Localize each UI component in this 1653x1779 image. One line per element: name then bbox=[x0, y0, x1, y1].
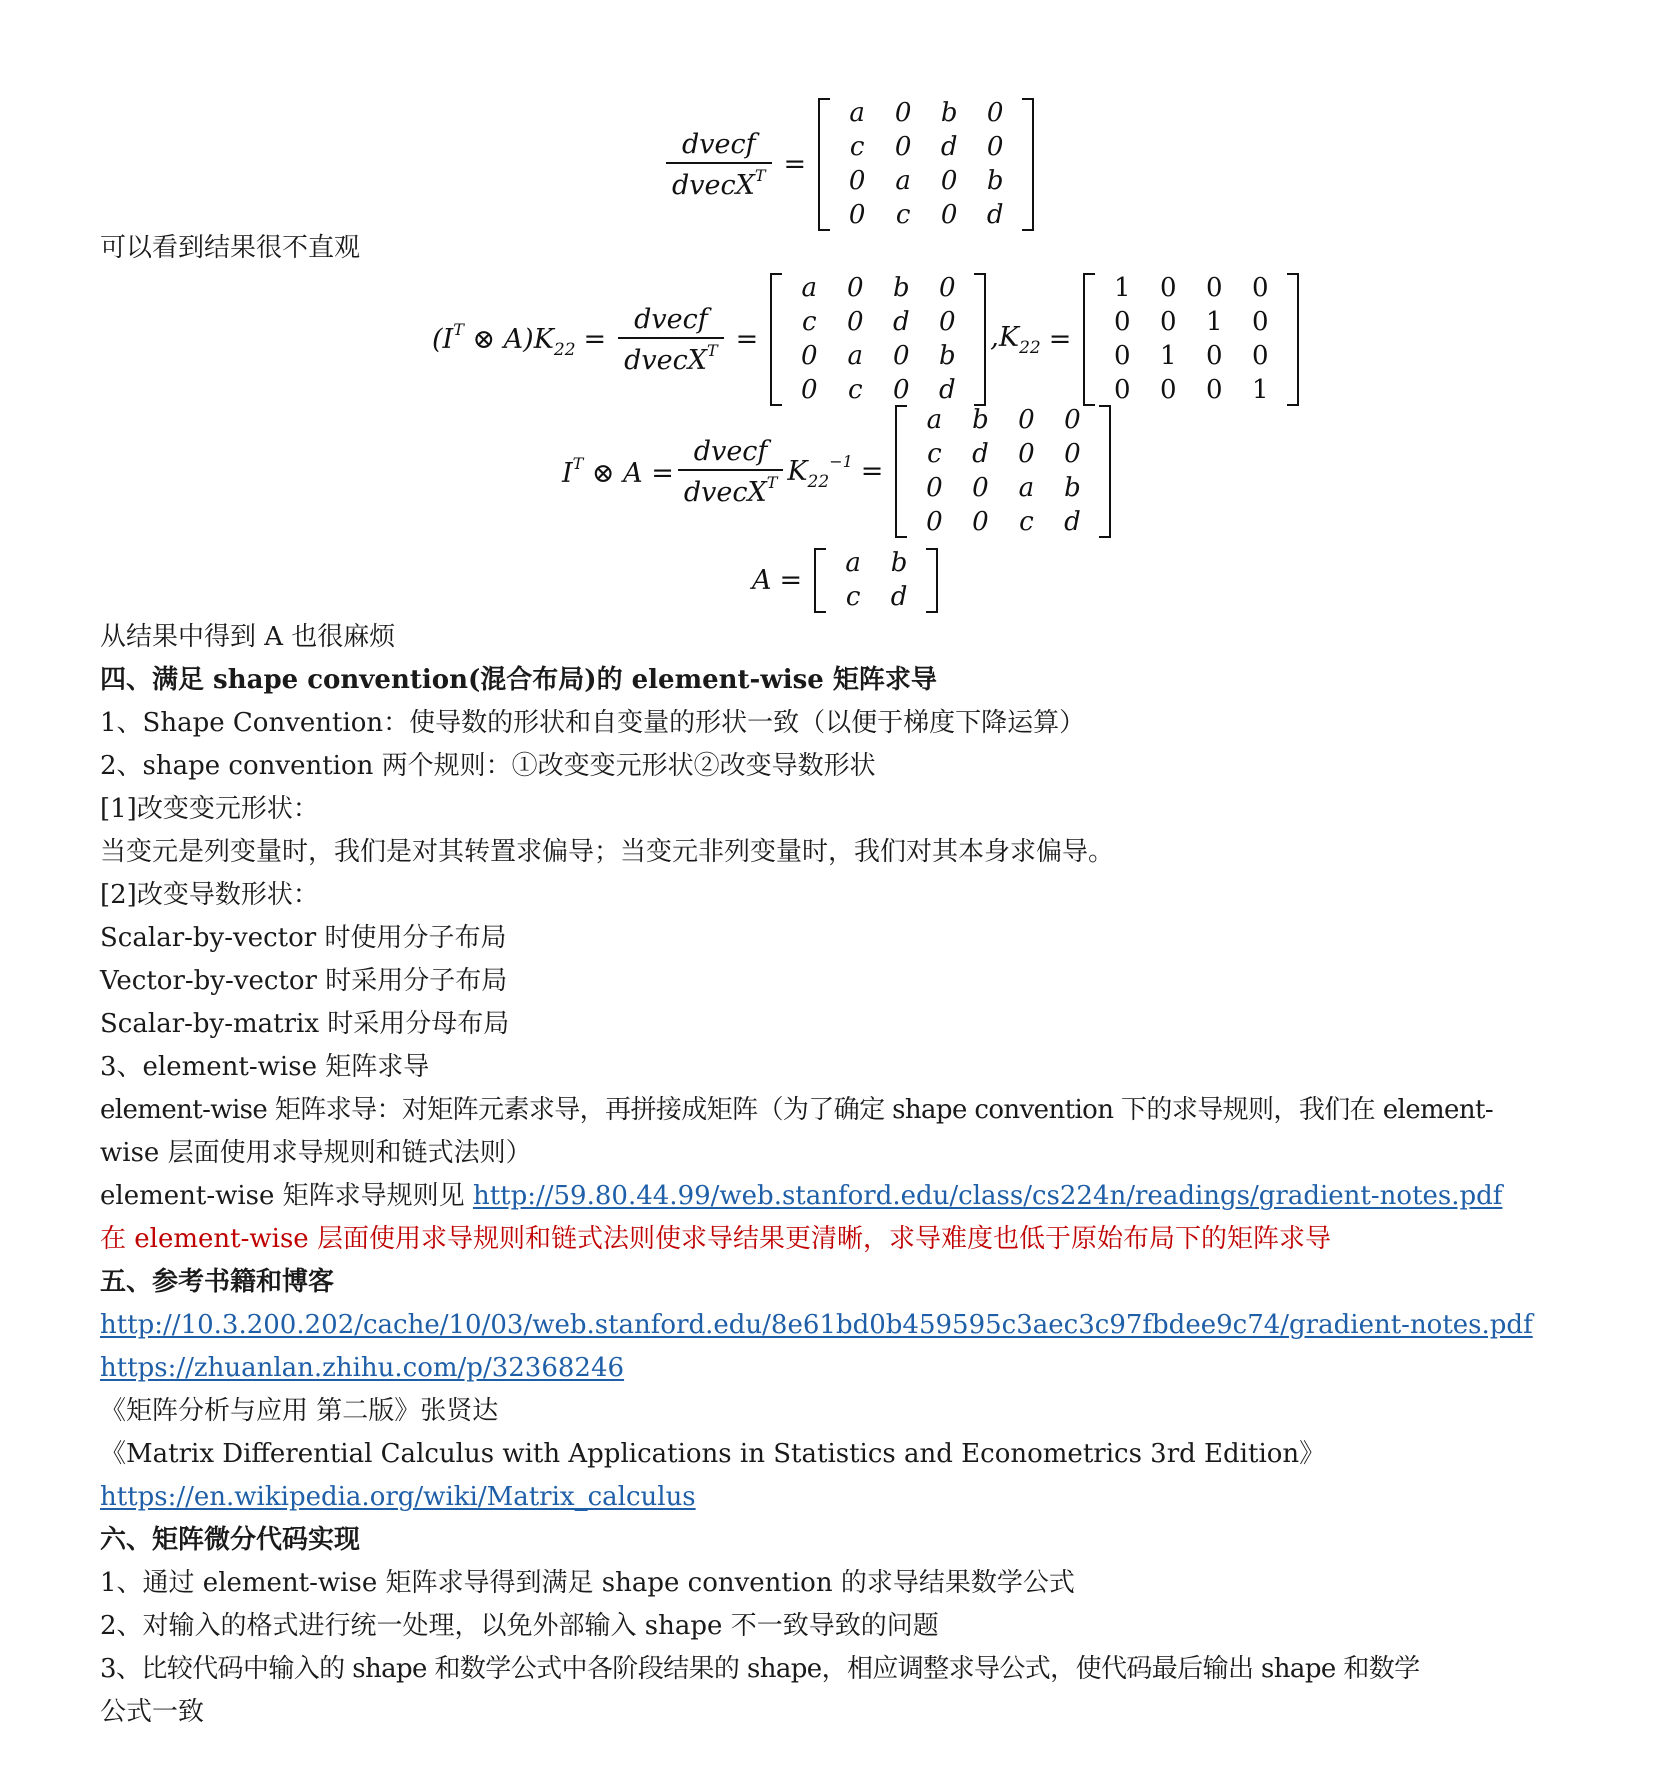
matrix-cell: b bbox=[972, 405, 989, 435]
matrix-cell: 0 bbox=[939, 307, 956, 337]
book-reference: 《Matrix Differential Calculus with Applications in Statistics and Econometrics 3rd Edition》 bbox=[100, 1439, 1326, 1469]
right-bracket bbox=[1287, 273, 1299, 406]
fraction bbox=[618, 304, 724, 376]
matrix-cell: a bbox=[801, 273, 818, 303]
matrix-cell: 0 bbox=[1252, 273, 1269, 303]
matrix-cell: d bbox=[1064, 507, 1081, 537]
matrix-cell: 1 bbox=[1206, 307, 1223, 337]
inverse-sup: −1 bbox=[829, 451, 853, 471]
equation-2 bbox=[432, 273, 1303, 406]
text-line: Scalar-by-matrix 时采用分母布局 bbox=[100, 1009, 510, 1039]
equals-sign: = bbox=[779, 565, 803, 596]
book-reference: 《矩阵分析与应用 第二版》张贤达 bbox=[100, 1396, 499, 1426]
matrix-cell: 0 bbox=[1114, 375, 1131, 405]
matrix-cell: b bbox=[940, 98, 958, 128]
matrix-cell: 0 bbox=[1114, 307, 1131, 337]
matrix-2x2 bbox=[814, 548, 938, 613]
zhihu-link[interactable]: https://zhuanlan.zhihu.com/p/32368246 bbox=[100, 1353, 625, 1383]
matrix-cell: 0 bbox=[1206, 375, 1223, 405]
matrix-cell: 0 bbox=[986, 132, 1004, 162]
text-line: 2、shape convention 两个规则：①改变变元形状②改变导数形状 bbox=[100, 751, 876, 781]
matrix-cell: b bbox=[986, 166, 1004, 196]
matrix-cell: 0 bbox=[847, 273, 864, 303]
lhs-text: (I bbox=[432, 323, 454, 355]
matrix-cell: 0 bbox=[801, 341, 818, 371]
equals-sign: = bbox=[783, 149, 807, 180]
matrix-cell: b bbox=[890, 548, 908, 578]
text-line: [2]改变导数形状： bbox=[100, 880, 319, 910]
matrix-cell: 0 bbox=[894, 132, 912, 162]
denominator bbox=[666, 162, 772, 201]
matrix-cell: a bbox=[1018, 473, 1035, 503]
matrix-cell: 0 bbox=[801, 375, 818, 405]
matrix-cell: d bbox=[892, 307, 910, 337]
matrix-cell: 0 bbox=[1252, 341, 1269, 371]
transpose-sup: T bbox=[754, 165, 766, 185]
right-bracket bbox=[926, 548, 938, 613]
matrix-cell: 0 bbox=[972, 507, 989, 537]
transpose-sup: T bbox=[572, 454, 584, 473]
subscript: 22 bbox=[1019, 337, 1041, 358]
equals-sign: = bbox=[1048, 324, 1072, 355]
left-bracket bbox=[818, 98, 830, 231]
den-text: dvecX bbox=[672, 169, 755, 201]
lhs-text: I bbox=[562, 458, 573, 489]
left-bracket bbox=[895, 405, 907, 538]
matrix-cell: d bbox=[972, 439, 989, 469]
text-line: wise 层面使用求导规则和链式法则） bbox=[100, 1138, 532, 1168]
equation-3 bbox=[562, 405, 1115, 538]
permutation-matrix bbox=[1083, 273, 1299, 406]
equation-4 bbox=[752, 548, 942, 613]
eq2-lhs bbox=[432, 320, 576, 360]
text-line: 2、对输入的格式进行统一处理，以免外部输入 shape 不一致导致的问题 bbox=[100, 1611, 939, 1641]
matrix-cell: a bbox=[847, 341, 864, 371]
matrix-cell: c bbox=[849, 132, 865, 162]
numerator: dvecf bbox=[634, 303, 708, 335]
matrix-cell: c bbox=[802, 307, 817, 337]
text-line: [1]改变变元形状： bbox=[100, 794, 319, 824]
matrix-cell: b bbox=[1064, 473, 1081, 503]
matrix-cell: d bbox=[986, 200, 1004, 230]
text-line: 3、element-wise 矩阵求导 bbox=[100, 1052, 430, 1082]
matrix-cell: b bbox=[892, 273, 910, 303]
equals-sign: = bbox=[860, 456, 884, 487]
text-line: 3、比较代码中输入的 shape 和数学公式中各阶段结果的 shape，相应调整求导公式，使代码最后输出 shape 和数学 bbox=[100, 1654, 1420, 1684]
matrix-cell: 1 bbox=[1114, 273, 1131, 303]
matrix-cell: 1 bbox=[1252, 375, 1269, 405]
matrix-4x4 bbox=[770, 273, 986, 406]
link-prefix: element-wise 矩阵求导规则见 bbox=[100, 1181, 473, 1211]
link-line bbox=[100, 1352, 624, 1384]
eq3-lhs bbox=[562, 454, 674, 489]
den-text: dvecX bbox=[624, 344, 707, 376]
fraction bbox=[666, 129, 772, 201]
eq4-lhs: A bbox=[752, 565, 772, 596]
link-line bbox=[100, 1481, 696, 1513]
matrix-cell: 0 bbox=[940, 166, 958, 196]
matrix-cell: 0 bbox=[847, 307, 864, 337]
equation-1 bbox=[662, 98, 1038, 231]
lhs-text: ⊗ A = bbox=[583, 458, 674, 489]
matrix-cell: 0 bbox=[848, 166, 866, 196]
numerator: dvecf bbox=[681, 128, 756, 160]
text-line: Vector-by-vector 时采用分子布局 bbox=[100, 966, 508, 996]
matrix-cell: 0 bbox=[848, 200, 866, 230]
matrix-entries bbox=[830, 98, 1022, 231]
matrix-cell: c bbox=[848, 375, 863, 405]
matrix-cell: c bbox=[895, 200, 911, 230]
fraction bbox=[678, 436, 784, 508]
matrix-cell: 0 bbox=[894, 98, 912, 128]
left-bracket bbox=[814, 548, 826, 613]
link-line bbox=[100, 1309, 1533, 1341]
left-bracket bbox=[1083, 273, 1095, 406]
wikipedia-link[interactable]: https://en.wikipedia.org/wiki/Matrix_calculus bbox=[100, 1482, 696, 1512]
matrix-cell: a bbox=[926, 405, 943, 435]
numerator: dvecf bbox=[693, 435, 768, 467]
right-bracket bbox=[1022, 98, 1034, 231]
matrix-cell: d bbox=[940, 132, 958, 162]
matrix-cell: 0 bbox=[986, 98, 1004, 128]
matrix-cell: 0 bbox=[1160, 375, 1177, 405]
left-bracket bbox=[770, 273, 782, 406]
gradient-notes-link[interactable]: http://59.80.44.99/web.stanford.edu/class/cs224n/readings/gradient-notes.pdf bbox=[472, 1181, 1503, 1211]
text-line: 当变元是列变量时，我们是对其转置求偏导；当变元非列变量时，我们对其本身求偏导。 bbox=[100, 837, 1115, 867]
stanford-cache-link[interactable]: http://10.3.200.202/cache/10/03/web.stanford.edu/8e61bd0b459595c3aec3c97fbdee9c74/gradient-notes.pdf bbox=[100, 1310, 1533, 1340]
matrix-cell: 1 bbox=[1160, 341, 1177, 371]
matrix-cell: 0 bbox=[1206, 341, 1223, 371]
matrix-entries bbox=[782, 273, 974, 406]
matrix-cell: d bbox=[938, 375, 956, 405]
matrix-entries bbox=[907, 405, 1099, 538]
matrix-cell: 0 bbox=[893, 375, 910, 405]
matrix-cell: 0 bbox=[940, 200, 958, 230]
text-line: element-wise 矩阵求导：对矩阵元素求导，再拼接成矩阵（为了确定 shape convention 下的求导规则，我们在 element- bbox=[100, 1095, 1494, 1125]
matrix-cell: 0 bbox=[939, 273, 956, 303]
subscript: 22 bbox=[553, 339, 576, 360]
matrix-cell: 0 bbox=[926, 507, 943, 537]
matrix-cell: 0 bbox=[893, 341, 910, 371]
denominator bbox=[678, 469, 784, 508]
matrix-entries bbox=[1095, 273, 1287, 406]
k-text: ,K bbox=[990, 321, 1020, 353]
k22-label bbox=[990, 322, 1040, 358]
text-line: 可以看到结果很不直观 bbox=[100, 233, 361, 263]
matrix-cell: a bbox=[849, 98, 865, 128]
transpose-sup: T bbox=[453, 319, 464, 339]
transpose-sup: T bbox=[766, 472, 778, 492]
section-heading-5: 五、参考书籍和博客 bbox=[100, 1267, 335, 1297]
denominator bbox=[618, 337, 724, 376]
matrix-cell: 0 bbox=[1018, 439, 1035, 469]
right-bracket bbox=[1099, 405, 1111, 538]
right-bracket bbox=[974, 273, 986, 406]
transpose-sup: T bbox=[707, 340, 718, 360]
equals-sign: = bbox=[583, 324, 607, 355]
matrix-cell: 0 bbox=[1206, 273, 1223, 303]
matrix-cell: 0 bbox=[926, 473, 943, 503]
text-line: 从结果中得到 A 也很麻烦 bbox=[100, 622, 396, 652]
matrix-cell: 0 bbox=[972, 473, 989, 503]
k22-inverse bbox=[787, 452, 852, 492]
matrix-4x4 bbox=[895, 405, 1111, 538]
subscript: 22 bbox=[807, 471, 830, 492]
matrix-cell: 0 bbox=[1018, 405, 1035, 435]
matrix-cell: 0 bbox=[1160, 273, 1177, 303]
matrix-cell: a bbox=[895, 166, 911, 196]
matrix-4x4 bbox=[818, 98, 1034, 231]
matrix-cell: 0 bbox=[1064, 405, 1081, 435]
matrix-cell: c bbox=[927, 439, 942, 469]
matrix-cell: 0 bbox=[1252, 307, 1269, 337]
k-text: K bbox=[787, 455, 808, 487]
text-line-with-link bbox=[100, 1180, 1502, 1212]
matrix-cell: 0 bbox=[1160, 307, 1177, 337]
matrix-cell: 0 bbox=[1064, 439, 1081, 469]
section-heading-6: 六、矩阵微分代码实现 bbox=[100, 1525, 361, 1555]
section-heading-4: 四、满足 shape convention(混合布局)的 element-wise 矩阵求导 bbox=[100, 665, 937, 695]
lhs-text: ⊗ A)K bbox=[463, 323, 554, 355]
text-line: 1、Shape Convention：使导数的形状和自变量的形状一致（以便于梯度下降运算） bbox=[100, 708, 1086, 738]
matrix-cell: d bbox=[890, 582, 908, 612]
matrix-cell: b bbox=[938, 341, 956, 371]
text-line: 1、通过 element-wise 矩阵求导得到满足 shape convention 的求导结果数学公式 bbox=[100, 1568, 1075, 1598]
highlighted-note: 在 element-wise 层面使用求导规则和链式法则使求导结果更清晰，求导难度也低于原始布局下的矩阵求导 bbox=[100, 1224, 1331, 1254]
matrix-entries bbox=[826, 548, 926, 613]
den-text: dvecX bbox=[683, 476, 767, 508]
matrix-cell: a bbox=[845, 548, 861, 578]
text-line: 公式一致 bbox=[100, 1697, 205, 1727]
matrix-cell: c bbox=[1019, 507, 1034, 537]
matrix-cell: c bbox=[845, 582, 861, 612]
equals-sign: = bbox=[735, 324, 759, 355]
matrix-cell: 0 bbox=[1114, 341, 1131, 371]
text-line: Scalar-by-vector 时使用分子布局 bbox=[100, 923, 507, 953]
